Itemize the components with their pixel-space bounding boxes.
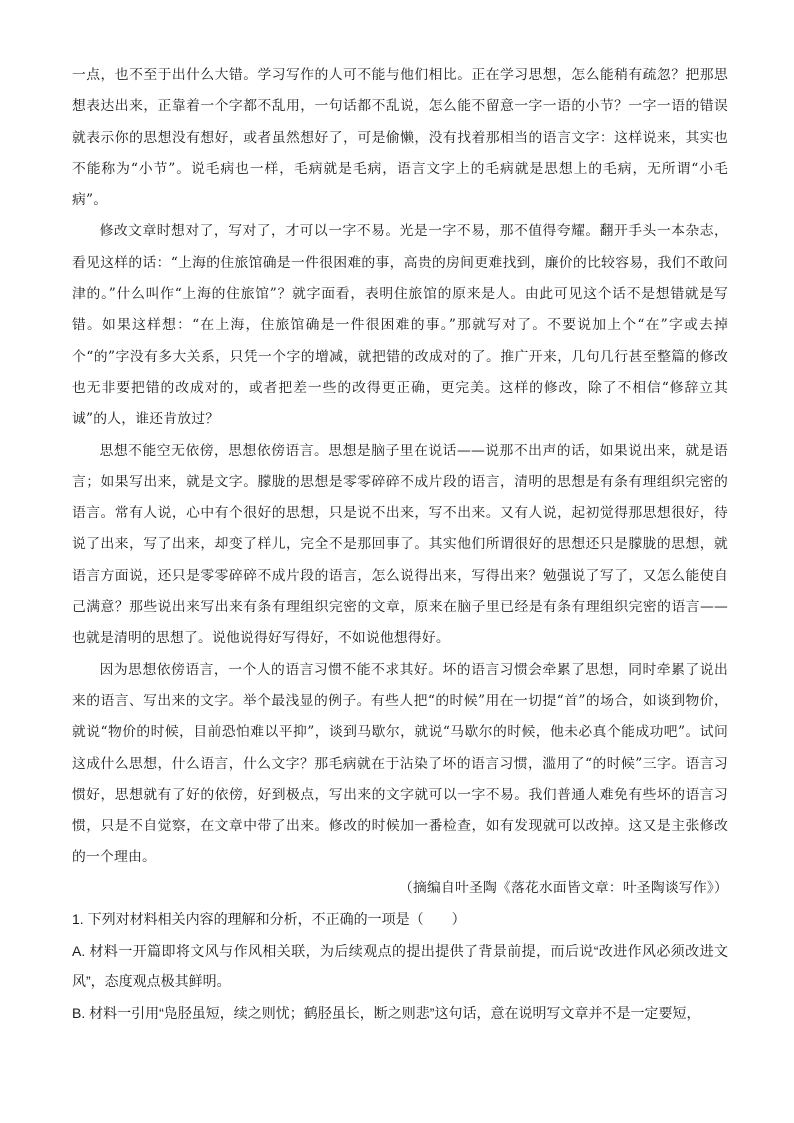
passage-paragraph-2: 修改文章时想对了，写对了，才可以一字不易。光是一字不易，那不值得夸耀。翻开手头一本杂志，看见这样的话：“上海的住旅馆确是一件很困难的事，高贵的房间更难找到，廉价的比较容易，我们不敢问津的。”什么叫作“上海的住旅馆”？就字面看，表明住旅馆的原来是人。由此可见这个话不是想错就是写错。如果这样想：“在上海，住旅馆确是一件很困难的事。”那就写对了。不要说加上个“在”字或去掉个“的”字没有多大关系，只凭一个字的增减，就把错的改成对的了。推广开来，几句几行甚至整篇的修改也无非要把错的改成对的，或者把差一些的改得更正确，更完美。这样的修改，除了不相信“修辞立其诚”的人，谁还肯放过？ [72,223,728,428]
passage-paragraph-4: 因为思想依傍语言，一个人的语言习惯不能不求其好。坏的语言习惯会牵累了思想，同时牵累了说出来的语言、写出来的文字。举个最浅显的例子。有些人把“的时候”用在一切提“首”的场合，如谈到物价，就说“物价的时候，目前恐怕难以平抑”，谈到马歇尔，就说“马歇尔的时候，他未必真个能成功吧”。试问这成什么思想，什么语言，什么文字？那毛病就在于沾染了坏的语言习惯，滥用了“的时候”三字。语言习惯好，思想就有了好的依傍，好到极点，写出来的文字就可以一字不易。我们普通人难免有些坏的语言习惯，只是不自觉察，在文章中带了出来。修改的时候加一番检查，如有发现就可以改掉。这又是主张修改的一个理由。 [72,661,728,866]
passage-paragraph-1: 一点，也不至于出什么大错。学习写作的人可不能与他们相比。正在学习思想，怎么能稍有疏忽？把那思想表达出来，正靠着一个字都不乱用，一句话都不乱说，怎么能不留意一字一语的小节？一字一语的错误就表示你的思想没有想好，或者虽然想好了，可是偷懒，没有找着那相当的语言文字：这样说来，其实也不能称为“小节”。说毛病也一样，毛病就是毛病，语言文字上的毛病就是思想上的毛病，无所谓“小毛病”。 [72,67,728,209]
question-stem: 1. 下列对材料相关内容的理解和分析，不正确的一项是（ ） [72,911,466,927]
question-option-b: B. 材料一引用“凫胫虽短，续之则忧；鹤胫虽长，断之则悲”这句话，意在说明写文章并不是一定要短， [72,1005,701,1021]
question-block [72,904,728,1028]
reading-passage [72,60,728,902]
passage-source: （摘编自叶圣陶《落花水面皆文章：叶圣陶谈写作》） [398,879,728,896]
question-option-a: A. 材料一开篇即将文风与作风相关联，为后续观点的提出提供了背景前提，而后说“改进作风必须改进文风”，态度观点极其鲜明。 [72,943,728,989]
passage-paragraph-3: 思想不能空无依傍，思想依傍语言。思想是脑子里在说话——说那不出声的话，如果说出来，就是语言；如果写出来，就是文字。朦胧的思想是零零碎碎不成片段的语言，清明的思想是有条有理组织完密的语言。常有人说，心中有个很好的思想，只是说不出来，写不出来。又有人说，起初觉得那思想很好，待说了出来，写了出来，却变了样儿，完全不是那回事了。其实他们所谓很好的思想还只是朦胧的思想，就语言方面说，还只是零零碎碎不成片段的语言，怎么说得出来，写得出来？勉强说了写了，又怎么能使自己满意？那些说出来写出来有条有理组织完密的文章，原来在脑子里已经是有条有理组织完密的语言——也就是清明的思想了。说他说得好写得好，不如说他想得好。 [72,442,728,647]
